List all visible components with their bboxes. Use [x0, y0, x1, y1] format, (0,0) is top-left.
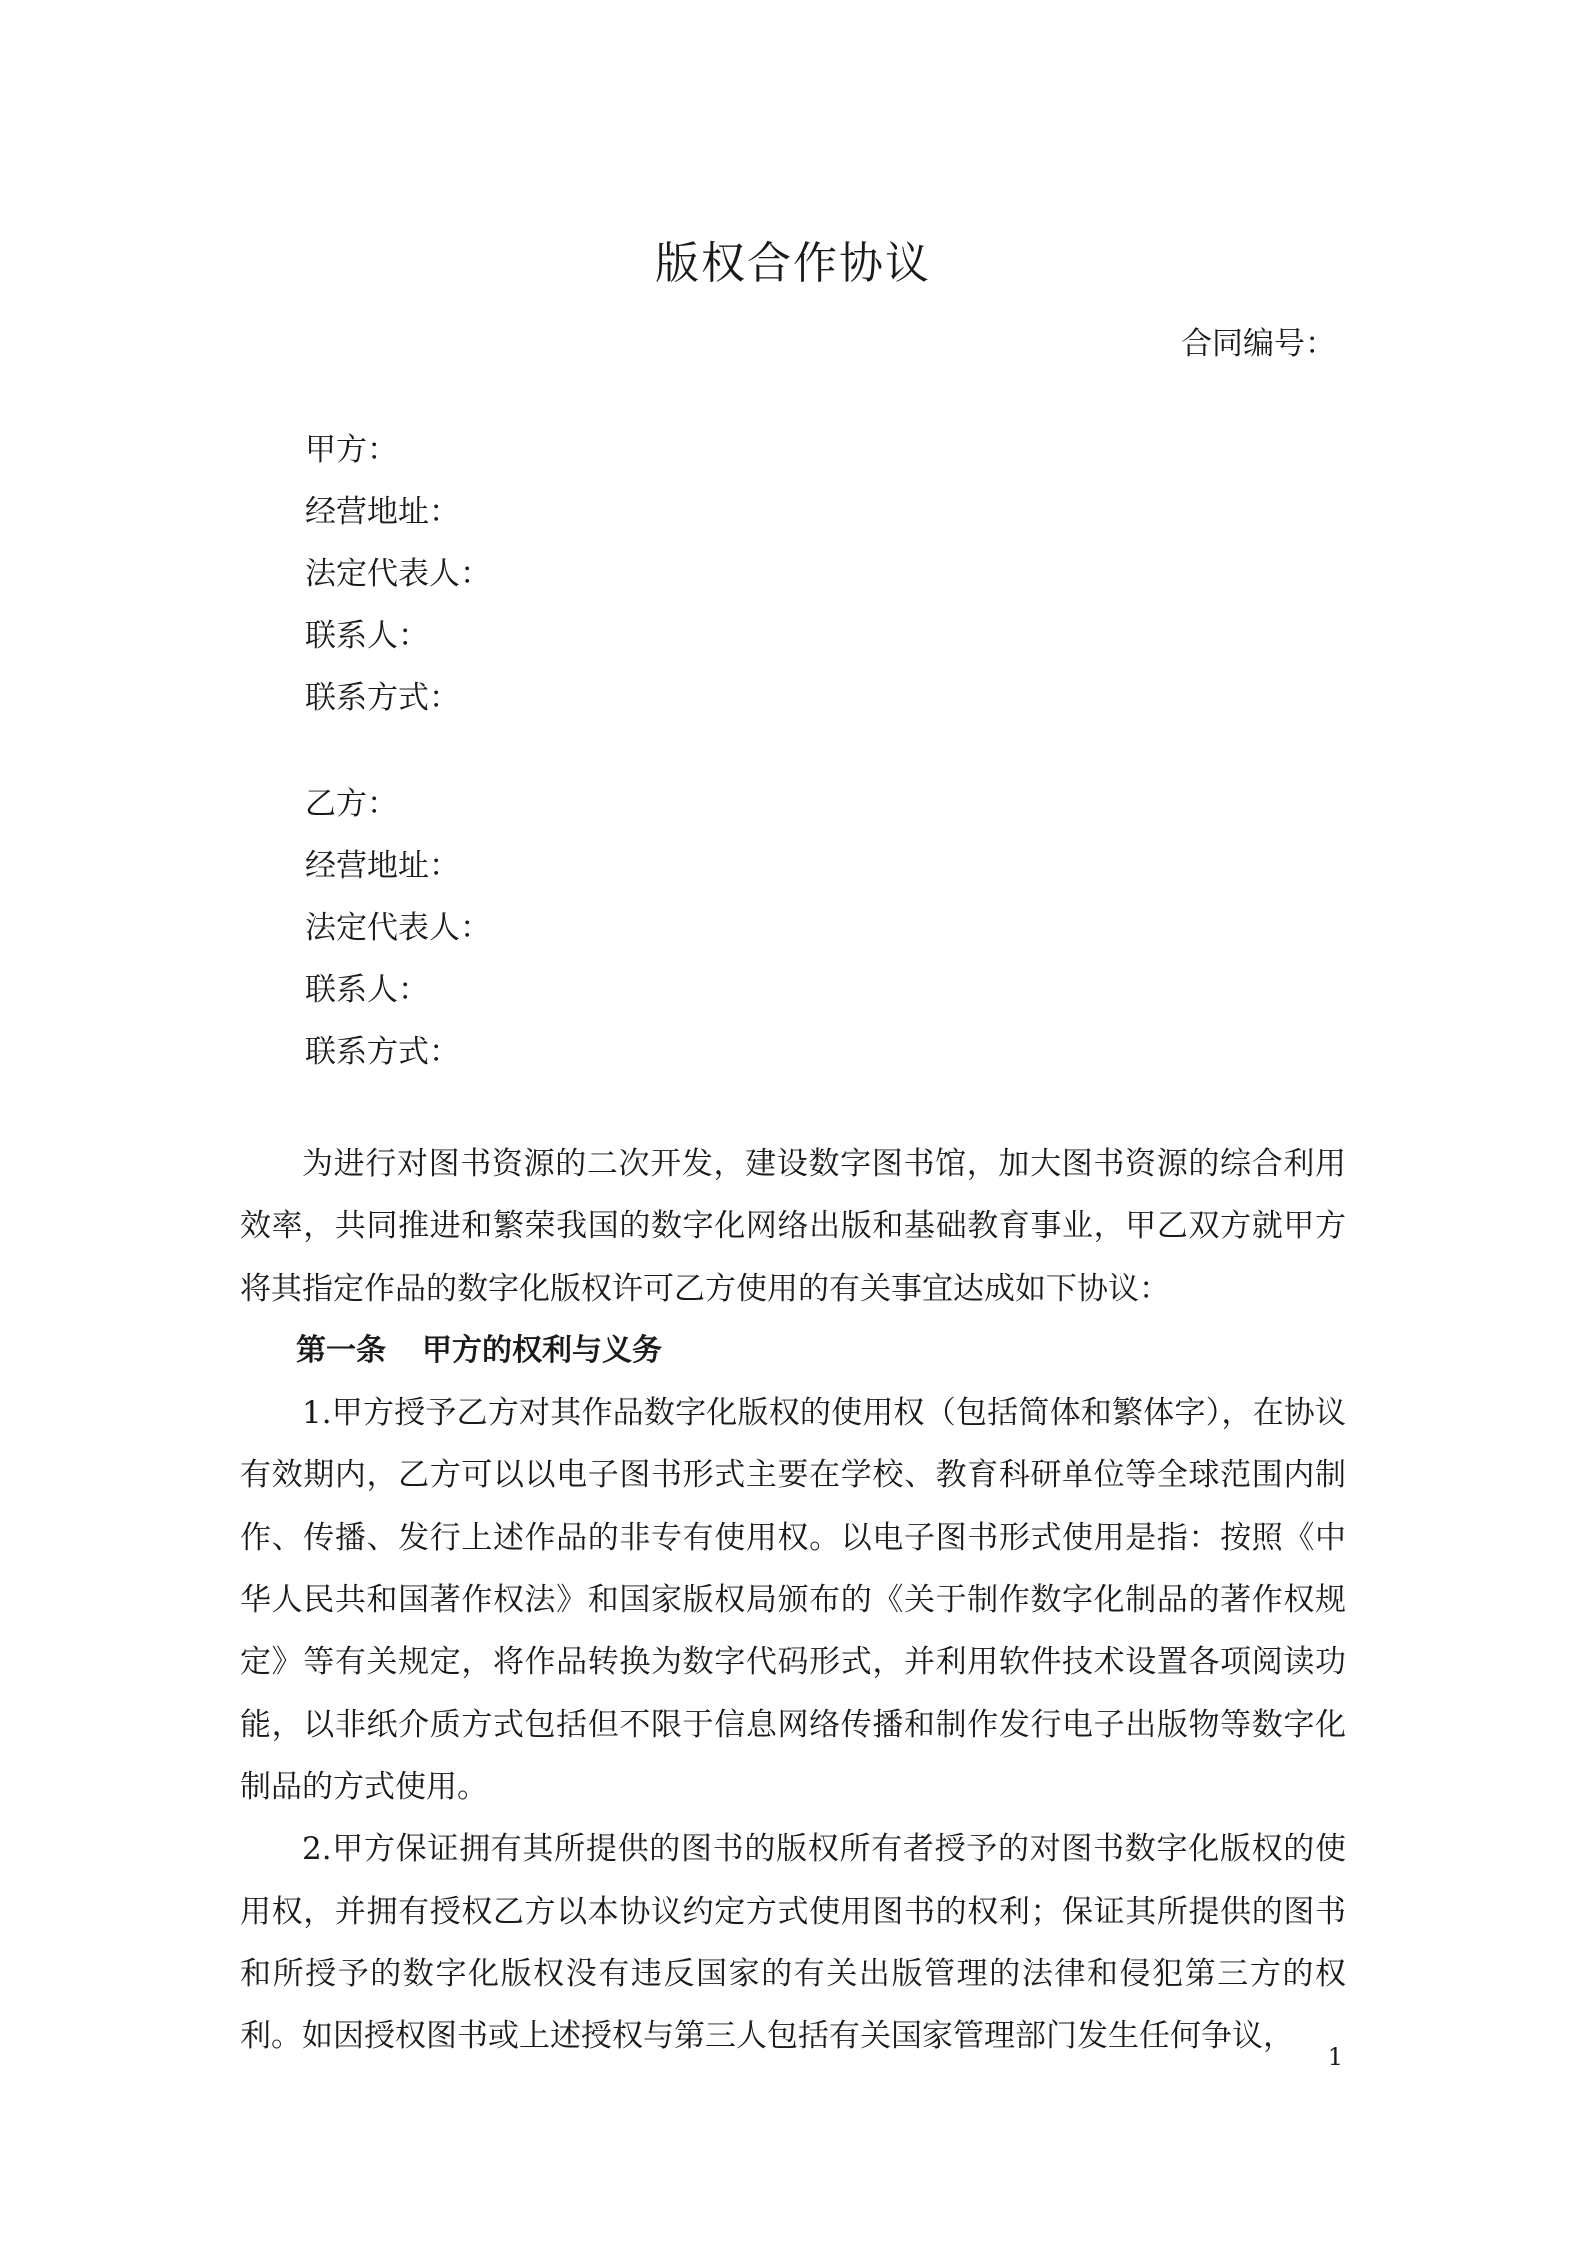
- article-1-title: 甲方的权利与义务: [422, 1332, 662, 1368]
- party-a-contact-method-label: 联系方式：: [305, 680, 460, 716]
- article-1-heading: [240, 1320, 1346, 1382]
- party-a-contact-person-label: 联系人：: [305, 618, 429, 654]
- party-a-address-label: 经营地址：: [305, 494, 460, 530]
- party-a-name-label: 甲方：: [305, 432, 398, 468]
- party-b-block: [305, 782, 491, 1092]
- party-a-block: [305, 428, 491, 738]
- party-b-contact-person-label: 联系人：: [305, 972, 429, 1008]
- preamble-paragraph: 为进行对图书资源的二次开发，建设数字图书馆，加大图书资源的综合利用效率，共同推进和繁荣我国的数字化网络出版和基础教育事业，甲乙双方就甲方将其指定作品的数字化版权许可乙方使用的有关事宜达成如下协议：: [240, 1146, 1346, 1307]
- page-number: 1: [1327, 2043, 1343, 2071]
- party-a-legal-rep-label: 法定代表人：: [305, 556, 491, 592]
- article-1-number: 第一条: [296, 1332, 386, 1368]
- document-title: 版权合作协议: [655, 238, 931, 289]
- agreement-body: [240, 1133, 1346, 2067]
- article-1-clause-2: 2.甲方保证拥有其所提供的图书的版权所有者授予的对图书数字化版权的使用权，并拥有授权乙方以本协议约定方式使用图书的权利；保证其所提供的图书和所授予的数字化版权没有违反国家的有关出版管理的法律和侵犯第三方的权利。如因授权图书或上述授权与第三人包括有关国家管理部门发生任何争议，: [240, 1831, 1346, 2055]
- article-1-clause-1: 1.甲方授予乙方对其作品数字化版权的使用权（包括简体和繁体字），在协议有效期内，乙方可以以电子图书形式主要在学校、教育科研单位等全球范围内制作、传播、发行上述作品的非专有使用权。以电子图书形式使用是指：按照《中华人民共和国著作权法》和国家版权局颁布的《关于制作数字化制品的著作权规定》等有关规定，将作品转换为数字代码形式，并利用软件技术设置各项阅读功能，以非纸介质方式包括但不限于信息网络传播和制作发行电子出版物等数字化制品的方式使用。: [240, 1395, 1346, 1805]
- party-b-name-label: 乙方：: [305, 786, 398, 822]
- party-b-address-label: 经营地址：: [305, 848, 460, 884]
- contract-number-label: 合同编号：: [1181, 326, 1336, 362]
- party-b-legal-rep-label: 法定代表人：: [305, 910, 491, 946]
- party-b-contact-method-label: 联系方式：: [305, 1034, 460, 1070]
